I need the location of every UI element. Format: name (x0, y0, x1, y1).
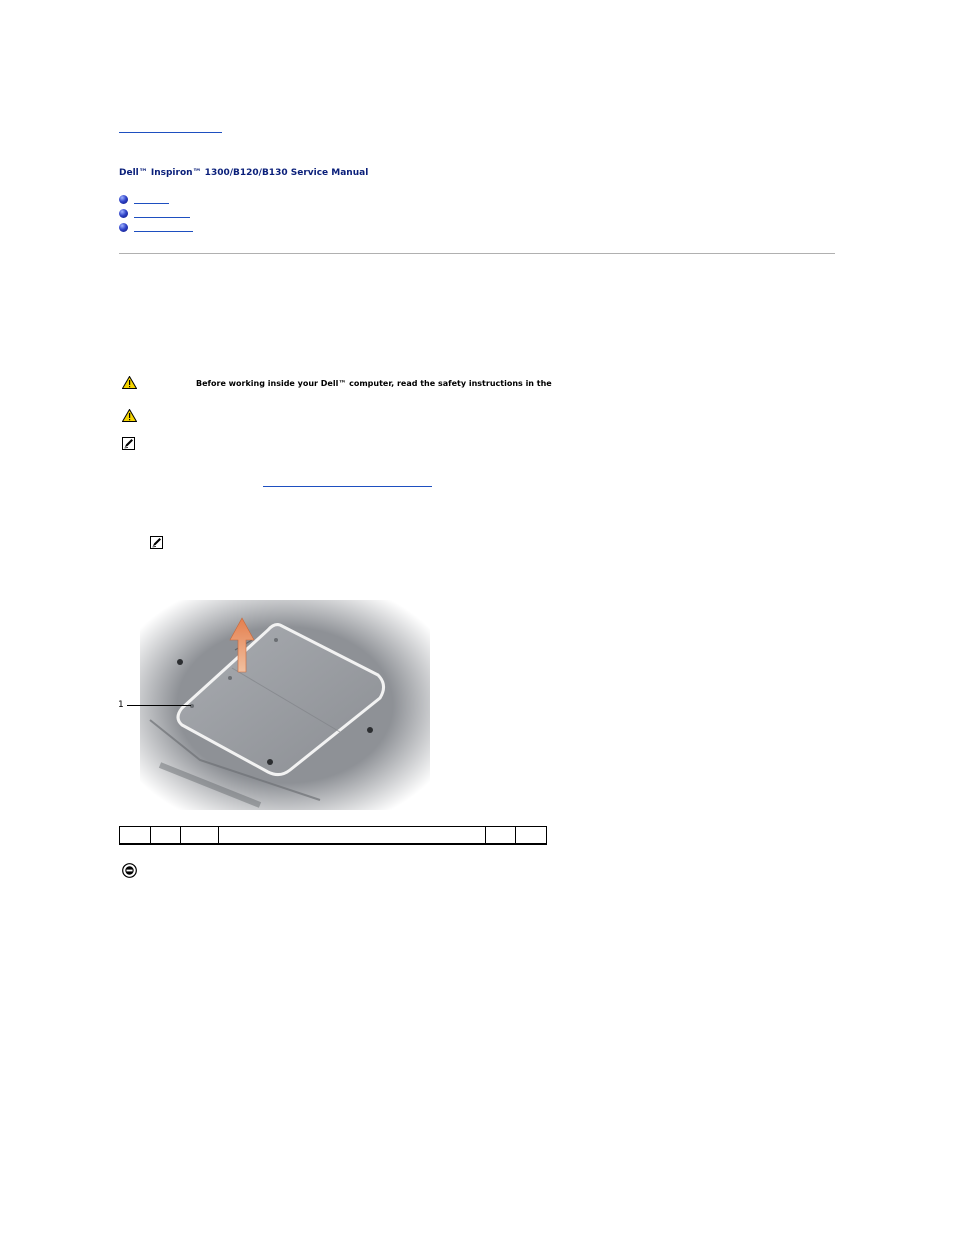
table-cell (181, 827, 219, 845)
note-pencil-icon (150, 536, 163, 549)
callout-legend-table (119, 826, 547, 845)
table-cell (516, 827, 547, 845)
caution-text: Before working inside your Dell™ computer, read the safety instructions in the (196, 379, 552, 388)
caution-triangle-icon (122, 376, 137, 389)
toc-link[interactable] (134, 203, 169, 204)
section-divider (119, 253, 835, 254)
note-pencil-icon (122, 437, 135, 450)
table-cell (485, 827, 516, 845)
callout-number: 1 (118, 700, 124, 710)
bullet-icon (119, 195, 128, 204)
callout-leader-line (127, 705, 191, 706)
table-cell (150, 827, 181, 845)
bullet-icon (119, 223, 128, 232)
table-cell (219, 827, 485, 845)
table-cell (120, 827, 151, 845)
back-to-contents-link[interactable] (119, 122, 222, 133)
instructions-link[interactable] (263, 477, 432, 487)
caution-triangle-icon (122, 409, 137, 422)
notice-hand-icon (122, 863, 137, 878)
manual-title: Dell™ Inspiron™ 1300/B120/B130 Service Manual (119, 168, 369, 178)
toc-link[interactable] (134, 217, 190, 218)
bullet-icon (119, 209, 128, 218)
table-row (120, 827, 547, 845)
toc-link[interactable] (134, 231, 193, 232)
